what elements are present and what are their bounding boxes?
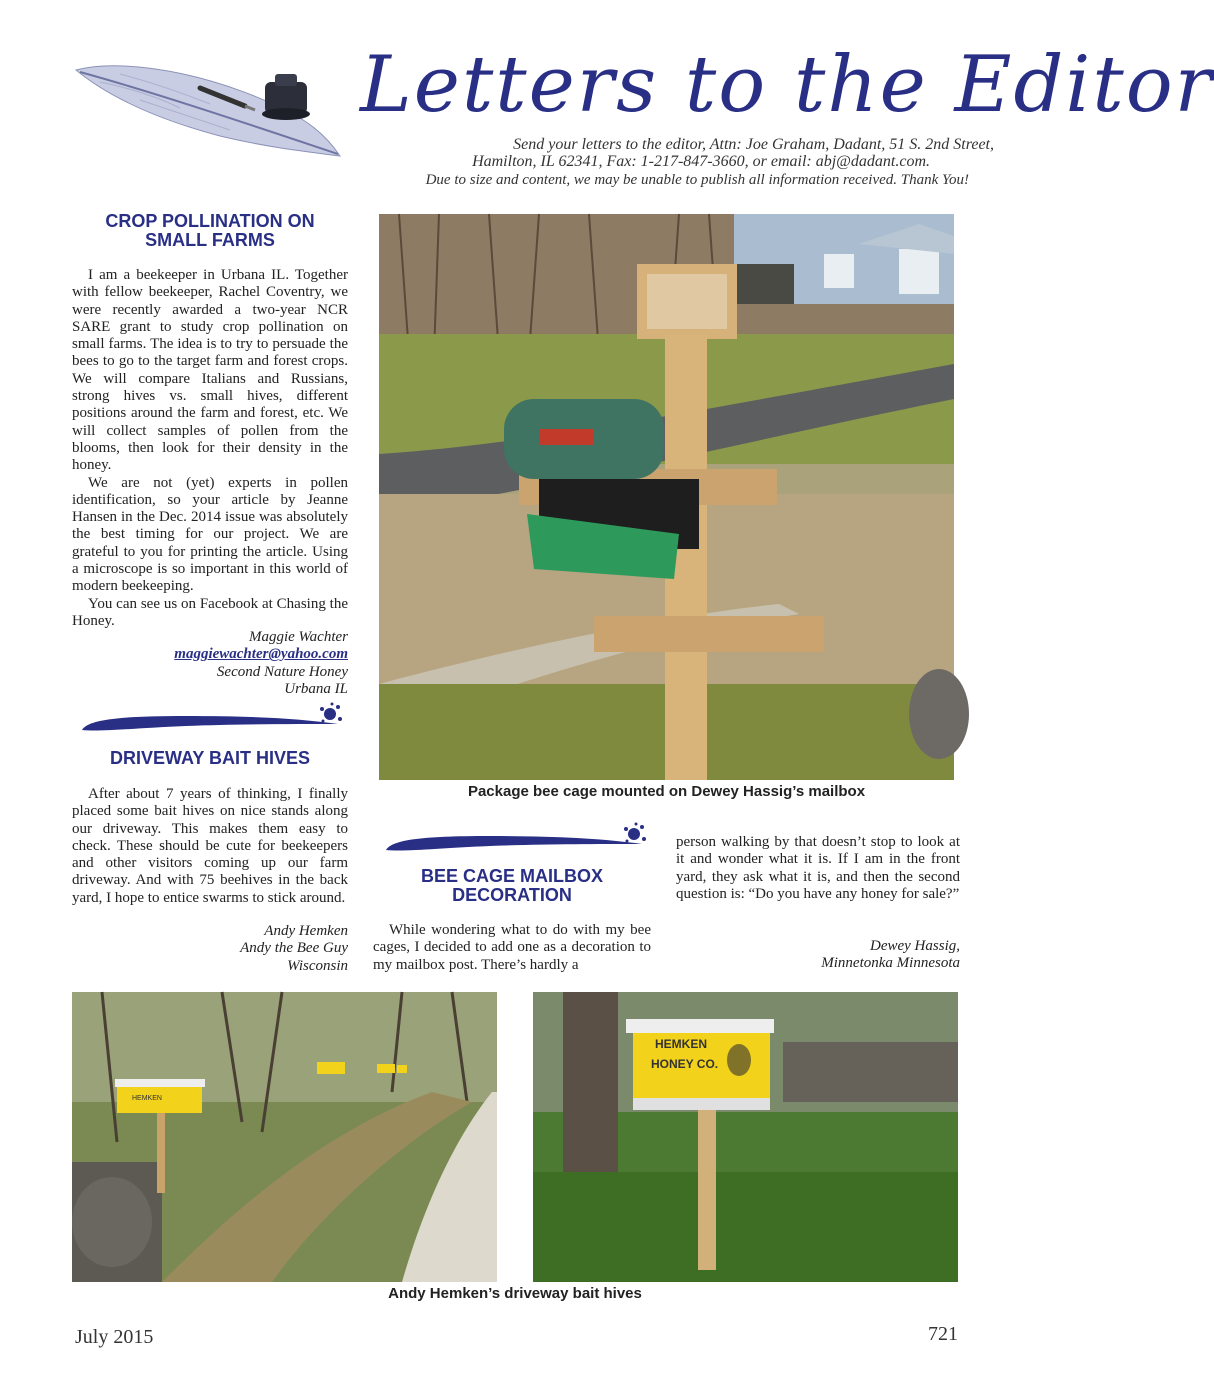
letter3-heading-line1: BEE CAGE MAILBOX	[420, 866, 603, 886]
letter3-heading-line2: DECORATION	[452, 885, 572, 905]
letter1-paragraph: You can see us on Facebook at Chasing the Honey.	[72, 595, 348, 629]
letter1-sig-email-link[interactable]: maggiewachter@yahoo.com	[174, 646, 348, 663]
page-number: 721	[928, 1323, 958, 1345]
hive-sign-text: HEMKEN	[132, 1095, 162, 1102]
letter3-heading	[373, 867, 651, 905]
letter3-body-col2	[676, 834, 960, 903]
letter1-paragraph: We are not (yet) experts in pollen identification, so your article by Jeanne Hansen in the Dec. 2014 issue was absolutely the best timing for our project. We are grateful to you for printing the article. Using a microscope is so important in this world of modern beekeeping.	[72, 474, 348, 595]
section-divider-swash	[76, 700, 351, 740]
letter2-sig-org: Andy the Bee Guy	[240, 940, 348, 957]
letter2-heading: DRIVEWAY BAIT HIVES	[109, 748, 311, 768]
letter2-paragraph: After about 7 years of thinking, I finally placed some bait hives on nice stands along our driveway. This makes them easy to check. These should be cute for beekeepers and other visitors coming up our farm driveway. And with 75 beehives in the back yard, I hope to entice swarms to stick around.	[72, 786, 348, 906]
bait-hives-caption: Andy Hemken’s driveway bait hives	[388, 1285, 642, 1302]
masthead-title: Letters to the Editor	[360, 40, 1214, 130]
letter1-heading-line1: CROP POLLINATION ON	[105, 211, 315, 231]
letter2-sig-place: Wisconsin	[287, 957, 348, 974]
letter1-body	[72, 267, 348, 630]
letter3-sig-place: Minnetonka Minnesota	[821, 955, 960, 972]
bait-hives-driveway-photo	[72, 992, 497, 1282]
letter2-body	[72, 786, 348, 907]
letter1-signature	[72, 629, 348, 698]
quill-ink-illustration	[70, 48, 370, 168]
letter1-sig-org: Second Nature Honey	[216, 663, 348, 680]
mailbox-photo	[379, 214, 954, 780]
masthead-submission-contact: Hamilton, IL 62341, Fax: 1-217-847-3660, or email: abj@dadant.com.	[472, 153, 930, 170]
letter2-sig-name: Andy Hemken	[264, 923, 348, 939]
letter1-heading	[72, 212, 348, 250]
letter3-paragraph-continued: person walking by that doesn’t stop to look at it and wonder what it is. If I am in the front yard, they ask what it is, and then the second question is: “Do you have any honey for sale?”	[676, 834, 960, 902]
letter1-heading-line2: SMALL FARMS	[145, 230, 275, 250]
issue-date: July 2015	[75, 1326, 154, 1348]
letter1-paragraph: I am a beekeeper in Urbana IL. Together with fellow beekeeper, Rachel Coventry, we were recently awarded a two-year NCR SARE grant to study crop pollination on small farms. The idea is to try to persuade the bees to go to the target farm and forest crops. We will compare Italians and Russians, strong hives vs. small hives, different positions around the farm and forest, etc. We will collect samples of pollen from the blooms, then look for their density in the honey.	[72, 267, 348, 474]
letter3-paragraph-start: While wondering what to do with my bee cages, I decided to add one as a decoration to my mailbox post. There’s hardly a	[373, 922, 651, 973]
letter3-signature	[676, 938, 960, 973]
letter3-body-col1	[373, 922, 651, 974]
letter3-sig-name: Dewey Hassig,	[870, 938, 960, 954]
hive-sign-text: HEMKEN	[655, 1037, 708, 1051]
bait-hive-closeup-photo	[533, 992, 958, 1282]
section-divider-swash	[380, 820, 655, 860]
masthead-submission-address: Send your letters to the editor, Attn: Joe Graham, Dadant, 51 S. 2nd Street,	[513, 136, 994, 153]
hive-sign-text: HONEY CO.	[651, 1057, 719, 1071]
letter1-sig-name: Maggie Wachter	[248, 629, 348, 645]
mailbox-photo-caption: Package bee cage mounted on Dewey Hassig’s mailbox	[467, 783, 866, 800]
letter2-signature	[72, 923, 348, 975]
masthead-disclaimer: Due to size and content, we may be unable to publish all information received. Thank You!	[425, 172, 969, 188]
letter1-sig-place: Urbana IL	[284, 680, 348, 697]
